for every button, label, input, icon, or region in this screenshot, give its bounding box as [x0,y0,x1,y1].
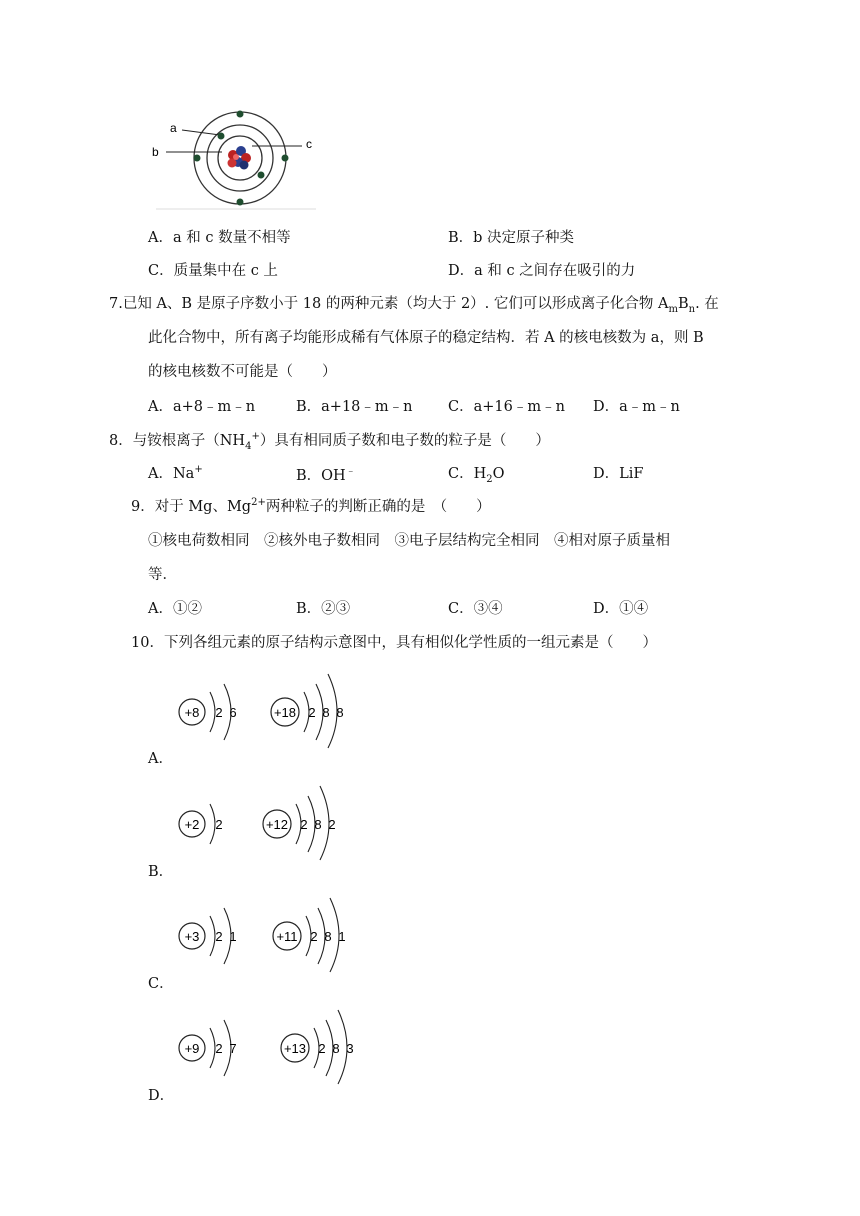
q10-stem: 10．下列各组元素的原子结构示意图中，具有相似化学性质的一组元素是（ ） [131,635,657,651]
q10-d-right-shell-3: 3 [346,1041,354,1056]
q8-stem: 8．与铵根离子$(NH_4^+)$具有相同质子数和电子数的粒子是（ ） [109,431,550,452]
q10-d-left-shell-1: 2 [215,1041,223,1056]
q7-option-a: A．a+8﹣m﹣n [148,399,256,415]
q10-b-right-shell-3: 2 [328,817,336,832]
q9-option-b: B．②③ [296,601,351,617]
q10-c-left-nucleus: +3 [184,929,200,944]
q10-c-right-shell-3: 1 [338,929,346,944]
q10-a-right-atom [271,674,344,748]
q10-option-c-diagram [170,894,370,974]
q10-c-left-shell-2: 1 [229,929,237,944]
q10-option-d-diagram [170,1006,370,1086]
q10-b-left-nucleus: +2 [184,817,200,832]
q7-stem-line3: 的核电核数不可能是（ ） [148,364,337,380]
q10-d-left-shell-2: 7 [229,1041,237,1056]
q10-d-right-shell-2: 8 [332,1041,340,1056]
q10-a-left-nucleus: +8 [184,705,200,720]
q10-d-right-nucleus: +13 [283,1041,307,1056]
q10-a-right-nucleus: +18 [273,705,297,720]
q10-a-left-atom [179,684,237,740]
q10-b-right-shell-1: 2 [300,817,308,832]
q6-option-b: B．b 决定原子种类 [448,230,575,246]
q10-option-d-label: D． [148,1088,175,1104]
q10-b-left-shell-1: 2 [215,817,223,832]
q9-option-a: A．①② [148,601,202,617]
q10-d-right-shell-1: 2 [318,1041,326,1056]
q10-option-a-label: A． [148,751,173,767]
q10-c-right-atom [273,898,346,972]
q8-option-b: B．OH﹣ [296,466,356,484]
q10-c-left-atom [179,908,237,964]
q8-option-c: C．$H_2O$ [448,466,505,485]
q10-b-left-atom [179,804,223,844]
q8-option-a: A．Na+ [148,464,203,482]
q9-option-c: C．③④ [448,601,503,617]
q6-option-a: A．a 和 c 数量不相等 [148,230,291,246]
q10-b-right-shell-2: 8 [314,817,322,832]
q10-a-right-shell-2: 8 [322,705,330,720]
q10-option-b-label: B． [148,864,174,880]
q9-statements: ①核电荷数相同 ②核外电子数相同 ③电子层结构完全相同 ④相对原子质量相 [148,533,670,549]
q10-c-right-shell-2: 8 [324,929,332,944]
q10-a-right-shell-3: 8 [336,705,344,720]
q7-stem-line1: 7.已知 A、B 是原子序数小于 18 的两种元素（均大于 2）. 它们可以形成离子化合物 $A_mB_n$. 在 [109,296,719,315]
q10-a-left-shell-2: 6 [229,705,237,720]
q10-c-left-shell-1: 2 [215,929,223,944]
q9-stem: 9．对于 Mg、$Mg^{2+}$两种粒子的判断正确的是 （ ） [131,497,491,515]
q6-option-d: D．a 和 c 之间存在吸引的力 [448,263,636,279]
label-a: a [170,121,177,135]
label-b: b [152,145,159,159]
q9-statements-cont: 等． [148,567,177,583]
q10-c-right-shell-1: 2 [310,929,318,944]
atom-model-figure [148,105,318,211]
q10-d-right-atom [281,1010,354,1084]
q10-b-right-atom [263,786,336,860]
q7-stem-line2: 此化合物中，所有离子均能形成稀有气体原子的稳定结构．若 A 的核电核数为 a，则 B [148,330,704,346]
label-c: c [306,137,312,151]
q7-option-c: C．a+16﹣m﹣n [448,399,565,415]
q6-option-c: C．质量集中在 c 上 [148,263,278,279]
q10-option-c-label: C． [148,976,174,992]
q10-a-right-shell-1: 2 [308,705,316,720]
q10-a-left-shell-1: 2 [215,705,223,720]
nucleus [228,146,252,170]
q10-c-right-nucleus: +11 [276,929,298,944]
q7-option-d: D．a﹣m﹣n [593,399,680,415]
q7-option-b: B．a+18﹣m﹣n [296,399,413,415]
q10-d-left-nucleus: +9 [184,1041,200,1056]
q10-d-left-atom [179,1020,237,1076]
q9-option-d: D．①④ [593,601,649,617]
q10-b-right-nucleus: +12 [265,817,289,832]
q10-option-b-diagram [170,782,370,862]
q8-option-d: D．LiF [593,466,644,482]
q10-option-a-diagram [170,670,370,750]
